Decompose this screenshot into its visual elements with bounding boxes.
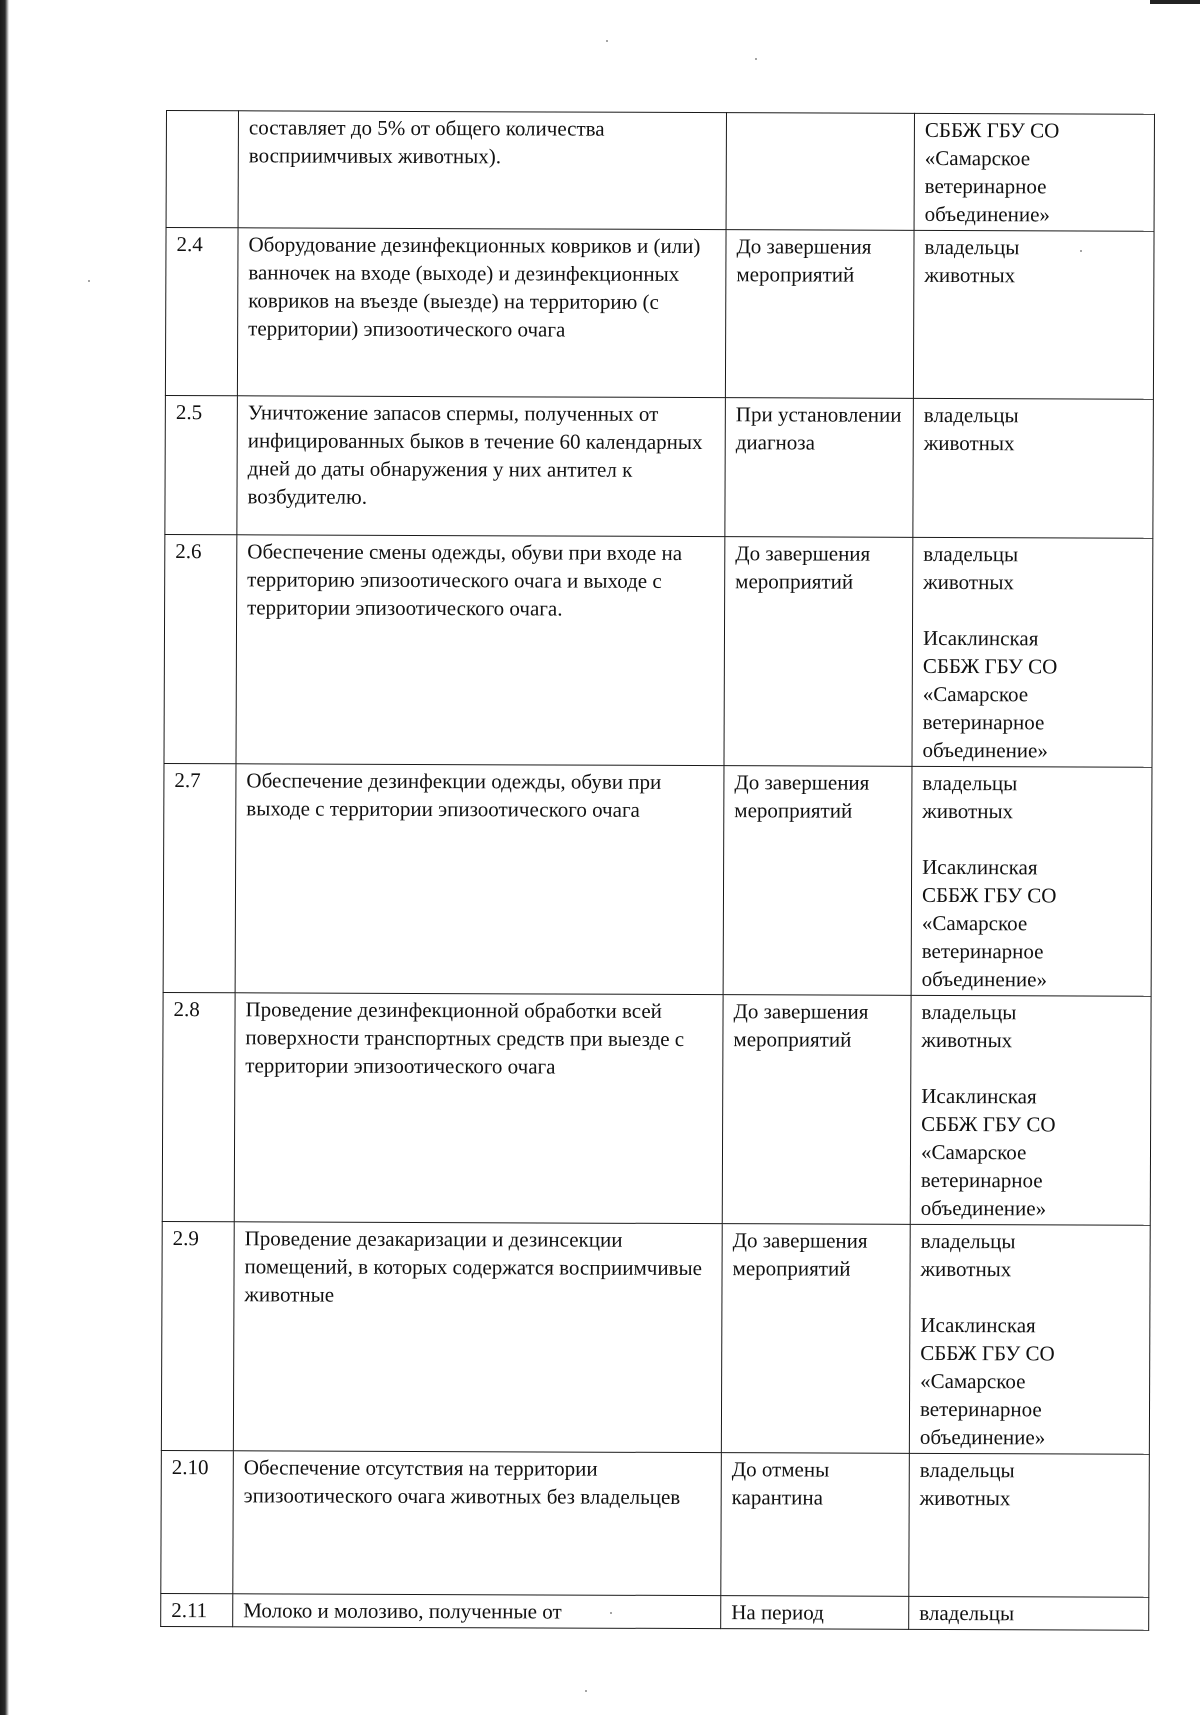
row-action: составляет до 5% от общего количества восприимчивых животных). (238, 111, 726, 230)
scan-speck (755, 58, 757, 60)
row-term (726, 113, 914, 231)
responsible-line: ветеринарное (922, 709, 1045, 735)
table-row (162, 992, 1151, 1225)
responsible-line: объединение» (924, 201, 1050, 227)
row-action: Оборудование дезинфекционных ковриков и (или) ванночек на входе (выходе) и дезинфекционных ковриков на въезде (выезде) на территорию (с территории) эпизоотического очага (237, 228, 726, 398)
table-row (166, 111, 1154, 232)
responsible-line: «Самарское (920, 1139, 1027, 1165)
responsible-gap (920, 1283, 1141, 1312)
responsible-line: животных (919, 1485, 1011, 1511)
scan-speck (610, 1612, 612, 1614)
row-term: До завершения мероприятий (723, 766, 912, 996)
row-responsible (913, 398, 1154, 538)
responsible-line: ветеринарное (919, 1396, 1042, 1422)
responsible-line: владельцы (923, 541, 1019, 567)
row-action: Обеспечение отсутствия на территории эпизоотического очага животных без владельцев (233, 1451, 722, 1596)
table-row (165, 228, 1154, 400)
responsible-line: животных (923, 569, 1015, 595)
table-row (164, 534, 1153, 767)
row-responsible (910, 995, 1151, 1225)
table-row (161, 1593, 1149, 1630)
row-term: При установлении диагноза (725, 398, 914, 538)
responsible-line: «Самарское (924, 145, 1031, 171)
row-term: До завершения мероприятий (725, 230, 914, 399)
table-row (163, 763, 1152, 996)
row-number: 2.8 (162, 992, 235, 1221)
responsible-line: СББЖ ГБУ СО (921, 882, 1057, 908)
responsible-line: объединение» (921, 966, 1048, 992)
measures-table-body (161, 111, 1155, 1631)
responsible-gap (921, 1054, 1142, 1083)
responsible-gap (922, 825, 1143, 854)
responsible-line: объединение» (922, 737, 1048, 763)
responsible-line: владельцы (922, 770, 1018, 796)
row-action: Молоко и молозиво, полученные от (233, 1594, 721, 1629)
row-responsible (909, 1224, 1150, 1454)
responsible-line: животных (922, 798, 1014, 824)
row-action: Проведение дезакаризации и дезинсекции помещений, в которых содержатся восприимчивые животные (233, 1222, 722, 1453)
row-term: До завершения мероприятий (722, 995, 911, 1225)
responsible-line: СББЖ ГБУ СО (924, 117, 1060, 143)
responsible-line: «Самарское (920, 1368, 1026, 1394)
scan-mark (1150, 0, 1200, 4)
row-responsible (913, 230, 1154, 399)
row-action: Обеспечение смены одежды, обуви при входе на территорию эпизоотического очага и выходе с территории эпизоотического очага. (236, 535, 725, 766)
row-term: До завершения мероприятий (721, 1224, 910, 1454)
responsible-line: Исаклинская (922, 854, 1038, 880)
row-number: 2.9 (161, 1221, 234, 1450)
responsible-line: объединение» (919, 1424, 1046, 1450)
responsible-line: владельцы (920, 1228, 1016, 1254)
row-action: Обеспечение дезинфекции одежды, обуви при выходе с территории эпизоотического очага (235, 764, 724, 995)
responsible-line: Исаклинская (920, 1312, 1036, 1338)
table-row (161, 1450, 1150, 1597)
row-number: 2.7 (163, 763, 236, 992)
row-responsible (911, 766, 1152, 996)
row-action: Уничтожение запасов спермы, полученных от инфицированных быков в течение 60 календарных дней до даты обнаружения у них антител к возбудителю. (237, 396, 726, 537)
scan-border (0, 0, 9, 1715)
row-number: 2.4 (165, 228, 238, 396)
responsible-line: ветеринарное (924, 173, 1047, 199)
responsible-line: «Самарское (921, 910, 1028, 936)
responsible-line: владельцы (923, 402, 1019, 428)
scan-speck (1080, 250, 1082, 252)
responsible-line: ветеринарное (920, 1167, 1043, 1193)
responsible-line: Исаклинская (922, 625, 1039, 651)
scan-speck (585, 1690, 587, 1692)
scan-speck (88, 280, 90, 282)
row-responsible (909, 1453, 1150, 1597)
row-number: 2.6 (164, 534, 237, 763)
responsible-line: животных (924, 262, 1016, 288)
row-term: До отмены карантина (721, 1453, 910, 1597)
responsible-line: владельцы (924, 234, 1020, 260)
responsible-line: владельцы (919, 1457, 1015, 1483)
row-number: 2.10 (161, 1450, 234, 1593)
table-row (165, 395, 1154, 538)
row-responsible (912, 537, 1153, 767)
responsible-line: СББЖ ГБУ СО (920, 1340, 1055, 1366)
responsible-line: владельцы (919, 1600, 1015, 1626)
row-action: Проведение дезинфекционной обработки всей поверхности транспортных средств при выезде с территории эпизоотического очага (234, 993, 723, 1224)
row-responsible (914, 113, 1154, 231)
row-term: На период (721, 1596, 909, 1630)
responsible-line: «Самарское (922, 681, 1029, 707)
responsible-line: животных (923, 430, 1015, 456)
responsible-line: ветеринарное (921, 938, 1044, 964)
responsible-line: животных (921, 1027, 1013, 1053)
scan-speck (606, 40, 608, 42)
responsible-line: СББЖ ГБУ СО (921, 1111, 1056, 1137)
table-row (161, 1221, 1150, 1454)
responsible-line: Исаклинская (921, 1083, 1037, 1109)
measures-table (160, 110, 1155, 1631)
row-number (166, 111, 238, 228)
row-number: 2.5 (165, 395, 238, 534)
responsible-gap (923, 596, 1144, 625)
row-responsible (909, 1596, 1149, 1630)
responsible-line: объединение» (920, 1195, 1047, 1221)
responsible-line: владельцы (921, 999, 1017, 1025)
responsible-line: СББЖ ГБУ СО (922, 653, 1058, 679)
row-number: 2.11 (161, 1593, 233, 1626)
row-term: До завершения мероприятий (724, 537, 913, 767)
responsible-line: животных (920, 1256, 1012, 1282)
